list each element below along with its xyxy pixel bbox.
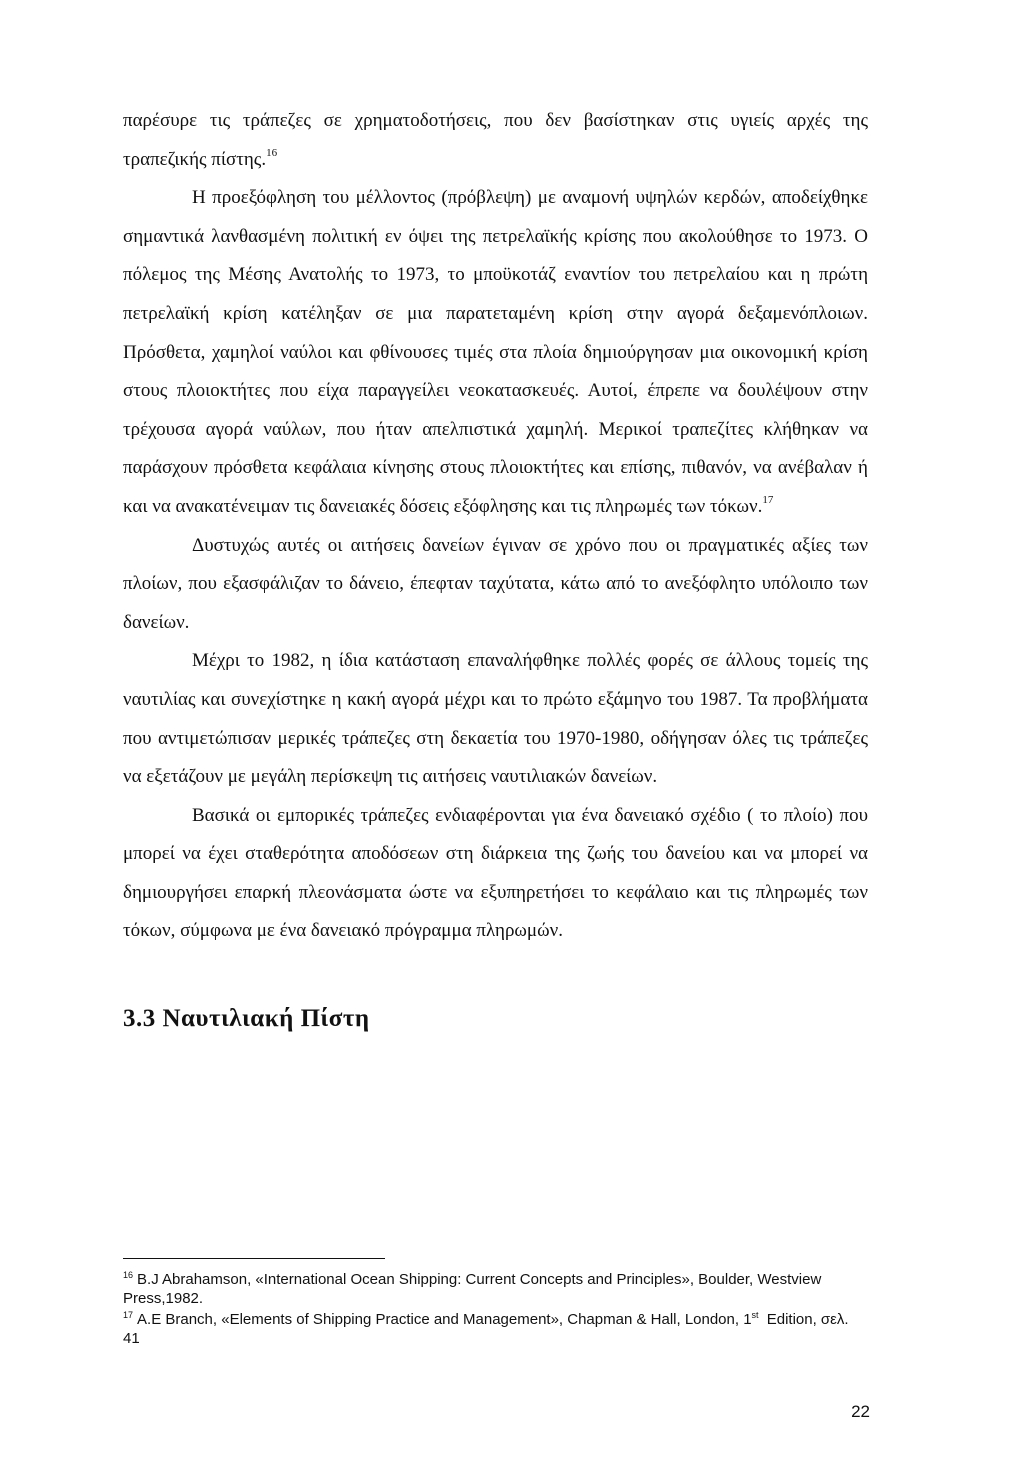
- paragraph-continuation: [123, 102, 868, 179]
- footnote-17: [123, 1310, 853, 1348]
- footnote-ref-16: 16: [266, 146, 278, 159]
- paragraph-until-1982: Μέχρι το 1982, η ίδια κατάσταση επαναλήφθηκε πολλές φορές σε άλλους τομείς της ναυτιλίας και συνεχίστηκε η κακή αγορά μέχρι και το πρώτο εξάμηνο του 1987. Τα προβλήματα που αντιμετώπισαν μερικές τράπεζες στη δεκαετία του 1970-1980, οδήγησαν όλες τις τράπεζες να εξετάζουν με μεγάλη περίσκεψη τις αιτήσεις ναυτιλιακών δανείων.: [123, 650, 868, 788]
- footnote-16: [123, 1270, 853, 1308]
- footnote-divider: [123, 1258, 385, 1259]
- paragraph-commercial-banks: Βασικά οι εμπορικές τράπεζες ενδιαφέρονται για ένα δανειακό σχέδιο ( το πλοίο) που μπορεί να έχει σταθερότητα αποδόσεων στη διάρκεια της ζωής του δανείου και να μπορεί να δημιουργήσει επαρκή πλεονάσματα ώστε να εξυπηρετήσει το κεφάλαιο και τις πληρωμές των τόκων, σύμφωνα με ένα δανειακό πρόγραμμα πληρωμών.: [123, 804, 868, 942]
- footnote-ref-17: 17: [762, 493, 774, 506]
- footnote-text: A.E Branch, «Elements of Shipping Practice and Management», Chapman & Hall, London, 1: [137, 1311, 752, 1328]
- footnote-number: 16: [123, 1270, 134, 1280]
- section-heading: 3.3 Ναυτιλιακή Πίστη: [123, 1005, 370, 1032]
- footnote-ordinal-suffix: st: [751, 1310, 759, 1320]
- paragraph-loan-requests: Δυστυχώς αυτές οι αιτήσεις δανείων έγιναν σε χρόνο που οι πραγματικές αξίες των πλοίων, που εξασφάλιζαν το δάνειο, έπεφταν ταχύτατα, κάτω από το ανεξόφλητο υπόλοιπο των δανείων.: [123, 534, 868, 633]
- paragraph-oil-crisis: [123, 179, 868, 526]
- page-number: 22: [851, 1402, 870, 1421]
- footnote-text-tail: Edition, σελ. 41: [123, 1311, 849, 1347]
- footnote-number: 17: [123, 1310, 134, 1320]
- paragraph-text: Η προεξόφληση του μέλλοντος (πρόβλεψη) με αναμονή υψηλών κερδών, αποδείχθηκε σημαντικά λανθασμένη πολιτική εν όψει της πετρελαϊκής κρίσης που ακολούθησε το 1973. Ο πόλεμος της Μέσης Ανατολής το 1973, το μποϋκοτάζ εναντίον του πετρελαίου και η πρώτη πετρελαϊκή κρίση κατέληξαν σε μια παρατεταμένη κρίση στην αγορά δεξαμενόπλοιων. Πρόσθετα, χαμηλοί ναύλοι και φθίνουσες τιμές στα πλοία δημιούργησαν μια οικονομική κρίση στους πλοιοκτήτες που είχα παραγγείλει νεοκατασκευές. Αυτοί, έπρεπε να δουλέψουν στην τρέχουσα αγορά ναύλων, που ήταν απελπιστικά χαμηλή. Μερικοί τραπεζίτες κλήθηκαν να παράσχουν πρόσθετα κεφάλαια κίνησης στους πλοιοκτήτες και επίσης, πιθανόν, να ανέβαλαν ή και να ανακατένειμαν τις δανειακές δόσεις εξόφλησης και τις πληρωμές των τόκων.: [123, 187, 868, 517]
- paragraph-text: παρέσυρε τις τράπεζες σε χρηματοδοτήσεις, που δεν βασίστηκαν στις υγιείς αρχές της τραπεζικής πίστης.: [123, 110, 868, 170]
- body-text: [123, 102, 868, 951]
- footnotes: [123, 1270, 853, 1348]
- footnote-text: B.J Abrahamson, «International Ocean Shipping: Current Concepts and Principles», Boulder, Westview Press,1982.: [123, 1271, 822, 1307]
